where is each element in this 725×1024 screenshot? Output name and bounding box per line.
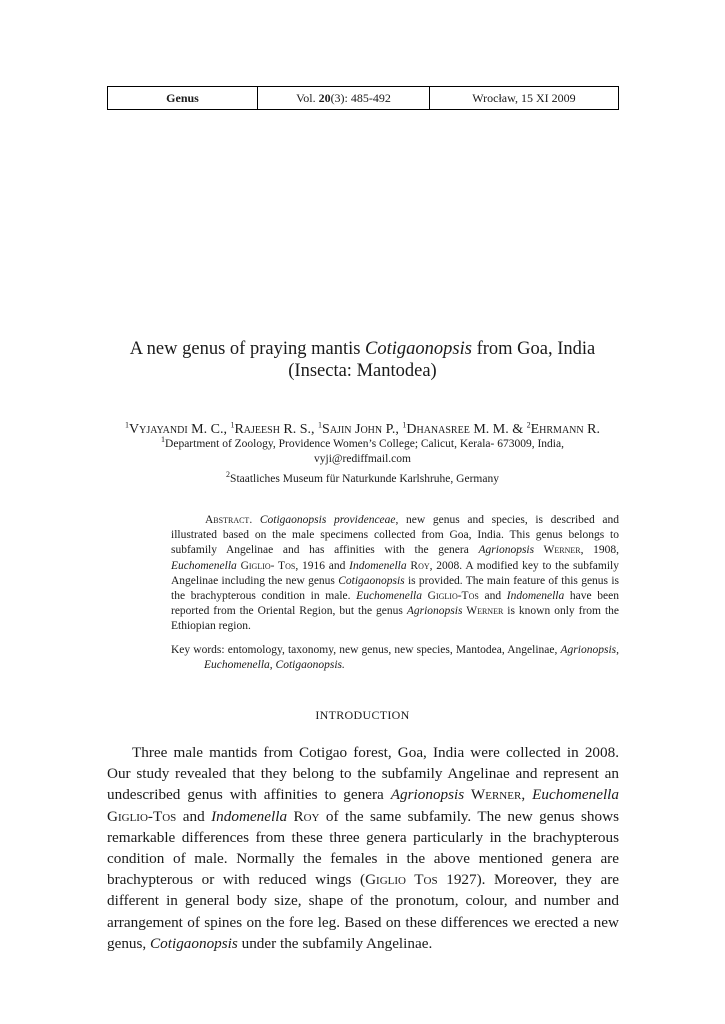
journal-header-table <box>107 86 619 110</box>
author: $^1$Dhanasree M. M. & <box>402 420 527 437</box>
abstract-label: Abstract <box>205 514 250 526</box>
keywords: Key words: entomology, taxonomy, new genus, new species, Mantodea, Angelinae, Agrionopsis, Euchomenella, Cotigaonopsis. <box>171 644 619 672</box>
journal-name-cell <box>108 87 258 109</box>
author: $^1$Rajeesh R. S., <box>230 420 319 437</box>
keywords-label: Key words: <box>171 644 225 656</box>
journal-name: Genus <box>166 90 199 105</box>
paper-title: A new genus of praying mantis Cotigaonopsis from Goa, India (Insecta: Mantodea) <box>129 339 596 381</box>
affiliation-2: $^2$Staatliches Museum für Naturkunde Karlshruhe, Germany <box>226 469 499 485</box>
volume-text: Vol. 20(3): 485-492 <box>296 90 391 105</box>
author: $^1$Sajin John P., <box>318 420 403 437</box>
volume-cell <box>258 87 430 109</box>
affiliations <box>60 432 665 487</box>
introduction-paragraph: Three male mantids from Cotigao forest, Goa, India were collected in 2008. Our study revealed that they belong to the subfamily Angelinae and represent an undescribed genus with affinities to genera Agrionopsis Werner, Euchomenella Giglio-Tos and Indomenella Roy of the same subfamily. The new genus shows remarkable differences from these three genera particularly in the brachypterous condition of male. Normally the females in the above mentioned genera are brachypterous or with reduced wings (Giglio Tos 1927). Moreover, they are different in general body size, shape of the pronotum, colour, and number and arrangement of spines on the fore leg. Based on these differences we erected a new genus, Cotigaonopsis under the subfamily Angelinae. <box>107 744 619 952</box>
date-cell <box>430 87 618 109</box>
author: $^1$Vyjayandi M. C., <box>125 420 231 437</box>
affiliation-1: $^1$Department of Zoology, Providence Women’s College; Calicut, Kerala- 673009, India, <box>161 435 564 450</box>
section-heading-introduction: INTRODUCTION <box>315 708 410 722</box>
abstract: Abstract. Cotigaonopsis providenceae, new genus and species, is described and illustrated based on the male specimens collected from Goa, India. This genus belongs to subfamily Angelinae and has affinities with the genera Agrionopsis Werner, 1908, Euchomenella Giglio- Tos, 1916 and Indomenella Roy, 2008. A modified key to the subfamily Angelinae including the new genus Cotigaonopsis is provided. The main feature of this genus is the brachypterous condition in male. Euchomenella Giglio-Tos and Indomenella have been reported from the Oriental Region, but the genus Agrionopsis Werner is known only from the Ethiopian region. <box>171 514 620 633</box>
title-genus: Cotigaonopsis <box>365 339 472 359</box>
author: $^2$Ehrmann R. <box>526 420 600 437</box>
author-email: vyji@rediffmail.com <box>314 452 411 465</box>
publication-date: Wrocław, 15 XI 2009 <box>472 90 576 105</box>
title-line-2: (Insecta: Mantodea) <box>288 361 437 381</box>
